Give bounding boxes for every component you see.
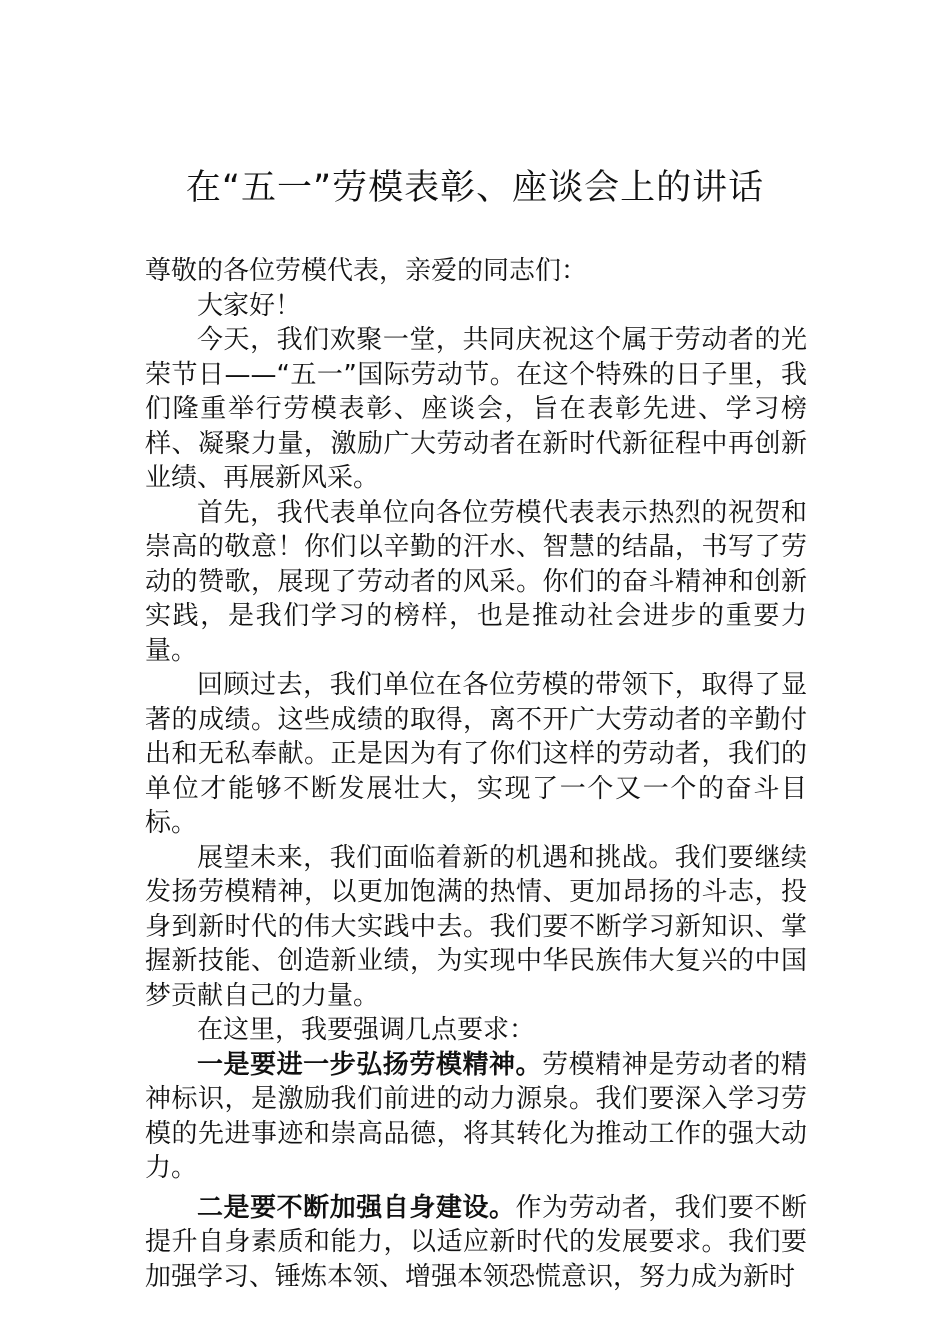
requirement-heading: 一是要进一步弘扬劳模精神。 bbox=[197, 1049, 543, 1080]
paragraph-opening: 今天，我们欢聚一堂，共同庆祝这个属于劳动者的光荣节日——“五一”国际劳动节。在这个特殊的日子里，我们隆重举行劳模表彰、座谈会，旨在表彰先进、学习榜样、凝聚力量，激励广大劳动者在新时代新征程中再创新业绩、再展新风采。 bbox=[145, 325, 807, 493]
document-title: 在“五一”劳模表彰、座谈会上的讲话 bbox=[185, 168, 765, 208]
document-body bbox=[145, 254, 807, 1294]
requirement-heading: 二是要不断加强自身建设。 bbox=[197, 1192, 516, 1223]
salutation: 尊敬的各位劳模代表，亲爱的同志们： bbox=[145, 256, 588, 286]
requirement-item bbox=[145, 1191, 807, 1295]
requirement-text: 作为劳动者，我们要不断提升自身素质和能力，以适应新时代的发展要求。我们要加强学习、锤炼本领、增强本领恐慌意识，努力成为新时 bbox=[145, 1192, 807, 1292]
paragraph-requirements-intro: 在这里，我要强调几点要求： bbox=[197, 1015, 536, 1045]
paragraph-review: 回顾过去，我们单位在各位劳模的带领下，取得了显著的成绩。这些成绩的取得，离不开广大劳动者的辛勤付出和无私奉献。正是因为有了你们这样的劳动者，我们的单位才能够不断发展壮大，实现了一个又一个的奋斗目标。 bbox=[145, 670, 807, 838]
paragraph-congratulations: 首先，我代表单位向各位劳模代表表示热烈的祝贺和崇高的敬意！你们以辛勤的汗水、智慧的结晶，书写了劳动的赞歌，展现了劳动者的风采。你们的奋斗精神和创新实践，是我们学习的榜样，也是推动社会进步的重要力量。 bbox=[145, 497, 807, 666]
paragraph-outlook: 展望未来，我们面临着新的机遇和挑战。我们要继续发扬劳模精神，以更加饱满的热情、更加昂扬的斗志，投身到新时代的伟大实践中去。我们要不断学习新知识、掌握新技能、创造新业绩，为实现中华民族伟大复兴的中国梦贡献自己的力量。 bbox=[145, 842, 807, 1011]
greeting: 大家好！ bbox=[197, 290, 302, 321]
requirement-item bbox=[145, 1048, 807, 1186]
requirement-text: 劳模精神是劳动者的精神标识，是激励我们前进的动力源泉。我们要深入学习劳模的先进事迹和崇高品德，将其转化为推动工作的强大动力。 bbox=[145, 1049, 807, 1183]
